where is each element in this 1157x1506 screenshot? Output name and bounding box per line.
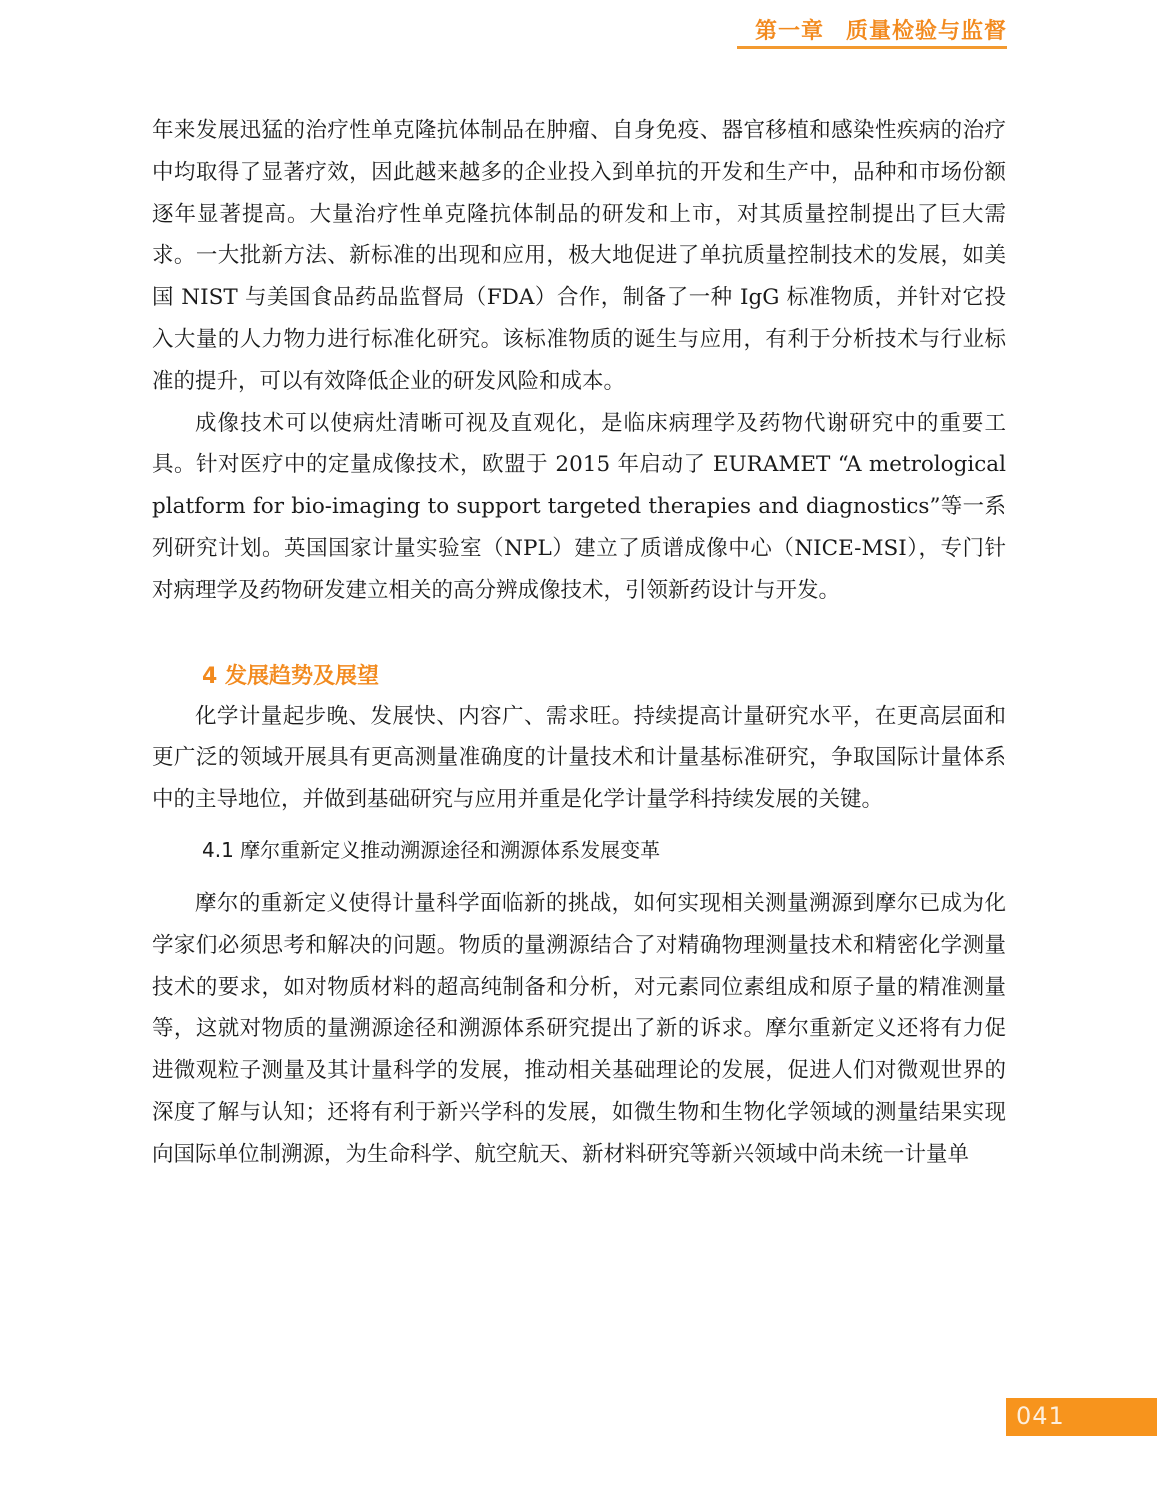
page-number-badge — [1006, 1398, 1157, 1436]
paragraph-imaging: 成像技术可以使病灶清晰可视及直观化，是临床病理学及药物代谢研究中的重要工具。针对医疗中的定量成像技术，欧盟于 2015 年启动了 EURAMET “A metrological platform for bio-imaging to support targeted therapies and diagnostics”等一系列研究计划。英国国家计量实验室（NPL）建立了质谱成像中心（NICE-MSI），专门针对病理学及药物研发建立相关的高分辨成像技术，引领新药设计与开发。 — [152, 410, 1006, 603]
page-number: 041 — [1016, 1402, 1065, 1430]
section-heading: 4 发展趋势及展望 — [202, 663, 379, 689]
paragraph-antibody: 年来发展迅猛的治疗性单克隆抗体制品在肿瘤、自身免疫、器官移植和感染性疾病的治疗中均取得了显著疗效，因此越来越多的企业投入到单抗的开发和生产中，品种和市场份额逐年显著提高。大量治疗性单克隆抗体制品的研发和上市，对其质量控制提出了巨大需求。一大批新方法、新标准的出现和应用，极大地促进了单抗质量控制技术的发展，如美国 NIST 与美国食品药品监督局（FDA）合作，制备了一种 IgG 标准物质，并针对它投入大量的人力物力进行标准化研究。该标准物质的诞生与应用，有利于分析技术与行业标准的提升，可以有效降低企业的研发风险和成本。 — [152, 118, 1006, 394]
subsection-heading: 4.1 摩尔重新定义推动溯源途径和溯源体系发展变革 — [202, 837, 661, 862]
chapter-number: 第一章 — [754, 19, 824, 44]
paragraph-mole: 摩尔的重新定义使得计量科学面临新的挑战，如何实现相关测量溯源到摩尔已成为化学家们必须思考和解决的问题。物质的量溯源结合了对精确物理测量技术和精密化学测量技术的要求，如对物质材料的超高纯制备和分析，对元素同位素组成和原子量的精准测量等，这就对物质的量溯源途径和溯源体系研究提出了新的诉求。摩尔重新定义还将有力促进微观粒子测量及其计量科学的发展，推动相关基础理论的发展，促进人们对微观世界的深度了解与认知；还将有利于新兴学科的发展，如微生物和生物化学领域的测量结果实现向国际单位制溯源，为生命科学、航空航天、新材料研究等新兴领域中尚未统一计量单 — [152, 890, 1006, 1167]
paragraph-trends: 化学计量起步晚、发展快、内容广、需求旺。持续提高计量研究水平，在更高层面和更广泛的领域开展具有更高测量准确度的计量技术和计量基标准研究，争取国际计量体系中的主导地位，并做到基础研究与应用并重是化学计量学科持续发展的关键。 — [152, 703, 1006, 813]
header-underline — [737, 46, 1007, 49]
chapter-header — [755, 14, 1007, 45]
page-content — [152, 110, 1006, 1176]
chapter-title: 质量检验与监督 — [845, 19, 1007, 44]
